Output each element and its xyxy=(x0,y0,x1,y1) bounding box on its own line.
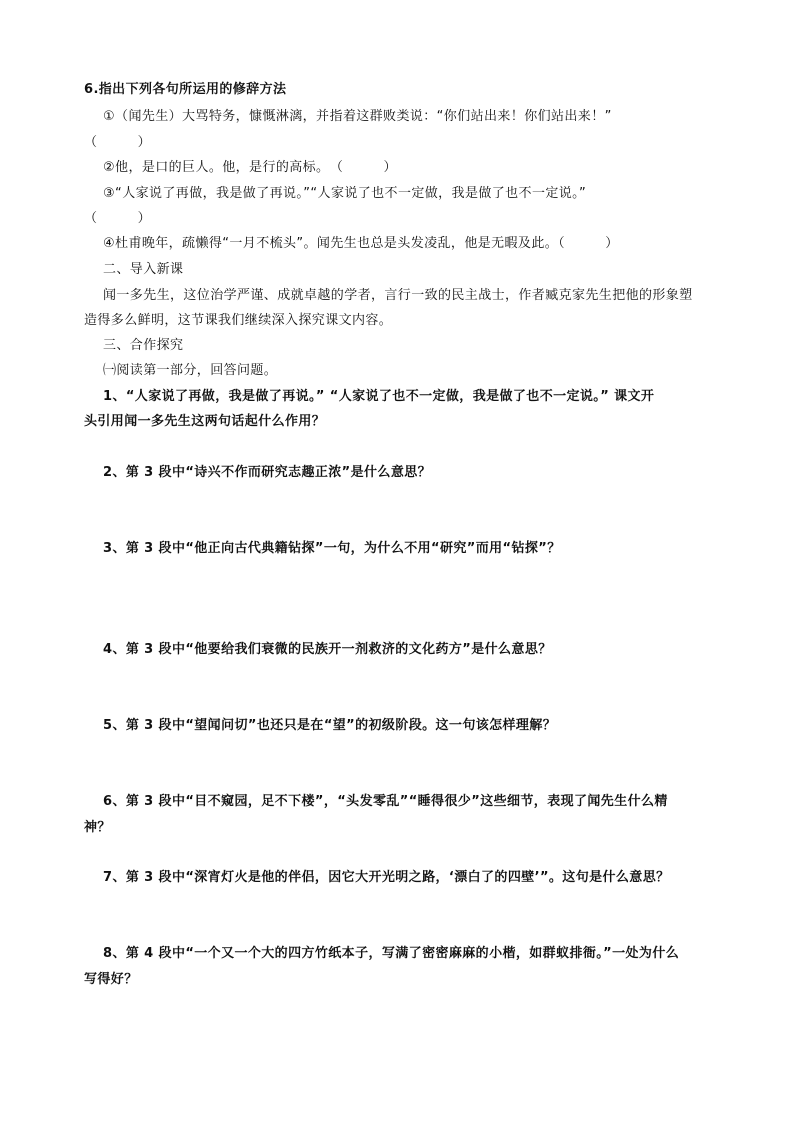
exercise-6-item-3-blank: （ ） xyxy=(84,211,152,226)
section-heading-intro: 二、导入新课 xyxy=(103,262,184,277)
question-3: 3、第 3 段中“他正向古代典籍钻探”一句，为什么不用“研究”而用“钻探”？ xyxy=(103,541,561,556)
intro-paragraph-line-1: 闻一多先生，这位治学严谨、成就卓越的学者，言行一致的民主战士，作者臧克家先生把他的形象塑 xyxy=(103,288,693,303)
question-1: 1、“人家说了再做，我是做了再说。” “人家说了也不一定做，我是做了也不一定说。” 课文开 xyxy=(103,389,655,404)
section-heading-explore: 三、合作探究 xyxy=(103,338,184,353)
question-8: 8、第 4 段中“一个又一个大的四方竹纸本子，写满了密密麻麻的小楷，如群蚁排衙。”一处为什么 xyxy=(103,946,680,961)
question-2: 2、第 3 段中“诗兴不作而研究志趣正浓”是什么意思？ xyxy=(103,465,432,480)
exercise-6-item-3: ③“人家说了再做，我是做了再说。”“人家说了也不一定做，我是做了也不一定说。” xyxy=(103,186,587,201)
part-1-heading: ㈠阅读第一部分，回答问题。 xyxy=(103,363,278,378)
exercise-6-item-1: ①（闻先生）大骂特务，慷慨淋漓，并指着这群败类说：“你们站出来！你们站出来！” xyxy=(103,109,612,124)
question-1-cont: 头引用闻一多先生这两句话起什么作用？ xyxy=(84,414,326,429)
question-6: 6、第 3 段中“目不窥园，足不下楼”，“头发零乱”“睡得很少”这些细节，表现了闻先生什么精 xyxy=(103,794,668,809)
question-6-cont: 神？ xyxy=(84,820,111,835)
exercise-6-item-4: ④杜甫晚年，疏懒得“一月不梳头”。闻先生也总是头发凌乱，他是无暇及此。（ ） xyxy=(103,236,619,251)
exercise-6-title: 6.指出下列各句所运用的修辞方法 xyxy=(84,82,287,97)
question-5: 5、第 3 段中“望闻问切”也还只是在“望”的初级阶段。这一句该怎样理解？ xyxy=(103,718,557,733)
question-4: 4、第 3 段中“他要给我们衰微的民族开一剂救济的文化药方”是什么意思？ xyxy=(103,642,552,657)
exercise-6-item-2: ②他，是口的巨人。他，是行的高标。 （ ） xyxy=(103,160,397,175)
intro-paragraph-line-2: 造得多么鲜明，这节课我们继续深入探究课文内容。 xyxy=(84,313,393,328)
question-8-cont: 写得好？ xyxy=(84,972,138,987)
question-7: 7、第 3 段中“深宵灯火是他的伴侣，因它大开光明之路，‘漂白了的四壁’”。这句是什么意思？ xyxy=(103,870,670,885)
exercise-6-item-1-blank: （ ） xyxy=(84,135,152,150)
